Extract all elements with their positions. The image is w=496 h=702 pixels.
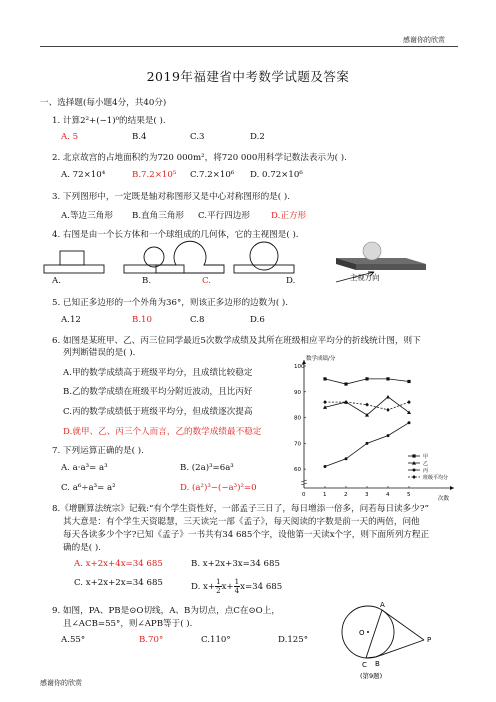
q5-option-a: A.12	[61, 315, 81, 325]
q1-option-c: C.3	[190, 132, 205, 142]
q9-option-c: C.110°	[201, 635, 231, 645]
q9-label-b: B	[375, 660, 380, 668]
q8-d-suffix: x=34 685	[240, 582, 283, 592]
q2-stem: 2. 北京故宫的占地面积约为720 000m²，将720 000用科学记数法表示为( ).	[52, 153, 347, 163]
q9-label-c: C	[362, 661, 367, 669]
section-heading: 一、选择题(每小题4分，共40分)	[40, 98, 167, 108]
q4-option-d: D.	[286, 276, 296, 286]
q7-option-c: C. a⁶÷a³= a²	[61, 483, 116, 493]
legend-marker-1	[412, 454, 415, 457]
series-3-point	[408, 421, 411, 424]
header-rule	[40, 46, 458, 47]
series-3-point	[366, 442, 369, 445]
series-4-point	[386, 408, 390, 412]
q4-option-c: C.	[202, 276, 212, 286]
legend-marker-3	[413, 469, 416, 472]
series-4-point	[365, 403, 369, 407]
q4-option-b: B.	[142, 276, 152, 286]
q4-view-direction-label: 主视方向	[350, 273, 380, 282]
q6-line-chart	[282, 352, 462, 502]
q3-option-a: A.等边三角形	[61, 211, 113, 221]
legend-label-4: 班级平均分	[423, 475, 449, 481]
q8-option-c: C. x+2x+2x=34 685	[74, 578, 163, 588]
q8-d-middle: x+	[221, 582, 234, 592]
q9-stem-line2: 且∠ACB=55°，则∠APB等于( ).	[63, 619, 193, 629]
chart-y-tick-label: 100	[294, 364, 305, 370]
chart-x-tick-label: 0	[302, 492, 306, 498]
series-1-point	[323, 377, 326, 380]
series-1-point	[365, 377, 368, 380]
header-text: 感谢你的欣赏	[403, 36, 445, 44]
chart-x-tick-label: 3	[365, 492, 369, 498]
legend-label-1: 甲	[423, 454, 429, 460]
series-1-point	[386, 377, 389, 380]
series-3-point	[345, 457, 348, 460]
series-3-point	[387, 434, 390, 437]
chart-y-tick-label: 70	[294, 441, 301, 448]
chart-x-arrow	[450, 486, 454, 490]
q9-label-a: A	[380, 601, 385, 609]
q1-option-d: D.2	[250, 132, 265, 142]
q3-option-b: B.直角三角形	[132, 211, 185, 221]
q4-figure-a	[44, 251, 104, 273]
q9-geometry-figure	[330, 598, 436, 684]
q9-center-dot	[367, 631, 369, 633]
series-2-point	[386, 395, 390, 399]
q1-option-a: A. 5	[61, 132, 79, 142]
footer-text: 感谢你的欣赏	[40, 679, 82, 687]
q5-option-c: C.8	[190, 315, 205, 325]
q9-chord-cb	[366, 657, 376, 658]
legend-marker-4	[412, 475, 416, 479]
q5-stem: 5. 已知正多边形的一个外角为36°，则该正多边形的边数为( ).	[52, 298, 288, 308]
q8-stem-line2: 其大意是：有个学生天资聪慧，三天读完一部《孟子》，每天阅读的字数是前一天的两倍，问他	[63, 517, 420, 527]
chart-ticks	[294, 364, 411, 498]
chart-series	[323, 377, 411, 468]
q6-option-d: D.就甲、乙、丙三个人而言，乙的数学成绩最不稳定	[63, 427, 262, 437]
q5-option-b: B.10	[132, 315, 152, 325]
q9-option-a: A.55°	[61, 635, 86, 645]
q9-stem-line1: 9. 如图，PA、PB是⊙O切线，A、B为切点，点C在⊙O上，	[52, 606, 280, 616]
legend-label-3: 丙	[423, 468, 429, 474]
q2-option-c: C.7.2×10⁶	[190, 170, 235, 180]
q4-option-a: A.	[52, 276, 61, 286]
q7-stem: 7. 下列运算正确的是( ).	[52, 446, 144, 456]
q4-figure-c	[156, 241, 224, 273]
series-3-point	[324, 465, 327, 468]
q8-d-fraction1: $\frac{1}{2}$	[216, 578, 221, 595]
q9-option-b: B.70°	[139, 635, 164, 645]
page-title: 2019年福建省中考数学试题及答案	[146, 69, 350, 84]
q3-stem: 3. 下列图形中，一定既是轴对称图形又是中心对称图形的是( ).	[52, 192, 290, 202]
chart-ylabel: 数学成绩/分	[306, 356, 336, 362]
chart-x-tick-label: 5	[407, 492, 411, 498]
q7-option-a: A. a·a³= a³	[61, 463, 108, 473]
q2-option-d: D. 0.72×10⁶	[250, 170, 303, 180]
q9-chord-ac	[366, 610, 382, 658]
chart-legend	[408, 453, 448, 481]
chart-x-tick-label: 1	[323, 492, 327, 498]
series-1-point	[344, 382, 347, 385]
q9-caption: (第9题)	[360, 672, 383, 680]
chart-xlabel: 次数	[438, 496, 450, 502]
q6-stem-line2: 列判断错误的是( ).	[63, 348, 136, 358]
q2-option-a: A. 72×10⁴	[61, 170, 106, 180]
q8-option-b: B. x+2x+3x=34 685	[191, 559, 280, 569]
legend-label-2: 乙	[423, 461, 429, 467]
q8-d-prefix: D. x+	[191, 582, 216, 592]
q8-d-fraction2: $\frac{1}{4}$	[234, 578, 240, 595]
q7-option-d: D. (a²)³−(−a³)²=0	[180, 483, 257, 493]
q8-stem-line1: 8.《增删算法统宗》记载:“有个学生资性好，一部孟子三日了，每日增添一倍多，问若每日读多少?”	[52, 504, 429, 514]
q1-stem: 1. 计算2²+(−1)⁰的结果是( ).	[52, 116, 166, 126]
q1-option-b: B.4	[132, 132, 147, 142]
q4-stem: 4. 右图是由一个长方体和一个球组成的几何体，它的主视图是( ).	[52, 230, 299, 240]
q2-option-b: B.7.2×10⁵	[132, 170, 177, 180]
q9-option-d: D.125°	[278, 635, 309, 645]
q6-stem-line1: 6. 如图是某班甲、乙、丙三位同学最近5次数学成绩及其所在班级相应平均分的折线统计图，则下	[52, 336, 421, 346]
q3-option-d: D.正方形	[271, 211, 307, 221]
q9-label-p: P	[427, 636, 432, 644]
series-4-point	[323, 400, 327, 404]
q6-option-a: A.甲的数学成绩高于班级平均分，且成绩比较稳定	[63, 368, 253, 378]
series-4-point	[407, 400, 411, 404]
q8-stem-line3: 每天各读多少个字?已知《孟子》一书共有34 685个字，设他第一天读x个字，则下面所列方程正	[63, 530, 430, 540]
chart-y-tick-label: 90	[294, 389, 301, 396]
q4-figure-d	[234, 242, 294, 273]
q9-label-o: O	[359, 629, 365, 637]
q9-tangent-pb	[376, 640, 424, 657]
q6-option-c: C.丙的数学成绩低于班级平均分，但成绩逐次提高	[63, 407, 253, 417]
chart-x-tick-label: 4	[386, 492, 390, 498]
q7-option-b: B. (2a)³=6a³	[180, 463, 234, 473]
q8-option-a: A. x+2x+4x=34 685	[74, 559, 163, 569]
q5-option-d: D.6	[250, 315, 265, 325]
q6-option-b: B.乙的数学成绩在班级平均分附近波动，且比丙好	[63, 387, 253, 397]
q8-stem-line4: 确的是( ).	[63, 543, 101, 553]
series-1-point	[407, 380, 410, 383]
chart-y-tick-label: 80	[294, 415, 301, 422]
chart-x-tick-label: 2	[344, 492, 348, 498]
q4-figures	[36, 240, 456, 288]
q9-tangent-pa	[382, 610, 424, 640]
q8-option-d	[191, 578, 282, 595]
chart-y-tick-label: 60	[294, 467, 301, 474]
q3-option-c: C.平行四边形	[198, 211, 250, 221]
